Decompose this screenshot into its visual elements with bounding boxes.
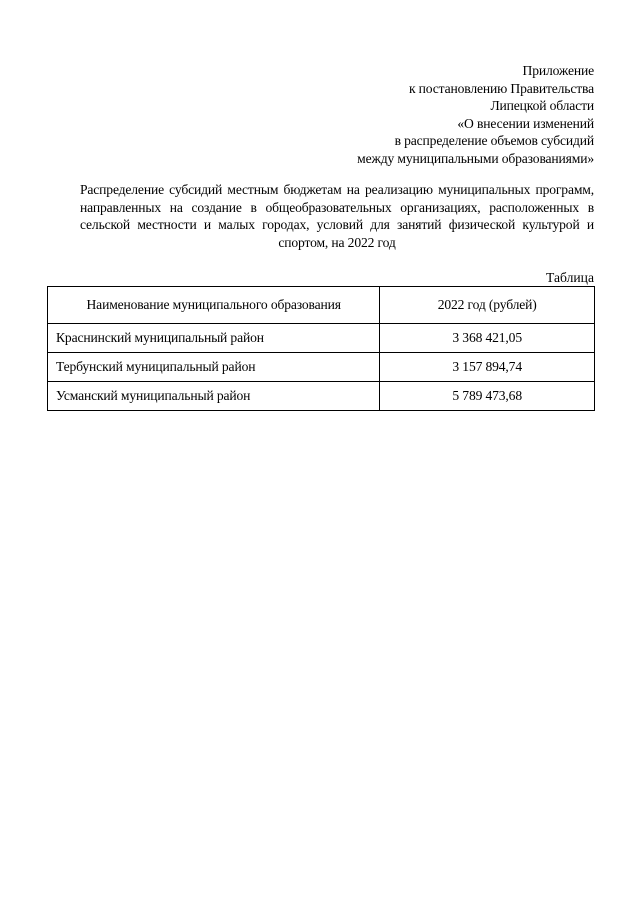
table-header-row	[48, 287, 595, 324]
cell-amount: 3 157 894,74	[380, 353, 595, 382]
appendix-header	[357, 62, 594, 168]
table-row	[48, 382, 595, 411]
cell-municipality-name: Тербунский муниципальный район	[48, 353, 380, 382]
cell-municipality-name: Усманский муниципальный район	[48, 382, 380, 411]
appendix-line: «О внесении изменений	[457, 115, 594, 131]
table-row	[48, 324, 595, 353]
column-header-amount: 2022 год (рублей)	[380, 287, 595, 324]
table-row	[48, 353, 595, 382]
cell-municipality-name: Краснинский муниципальный район	[48, 324, 380, 353]
table-caption: Таблица	[546, 270, 594, 285]
appendix-line: к постановлению Правительства	[408, 80, 594, 96]
cell-amount: 3 368 421,05	[380, 324, 595, 353]
document-title: Распределение субсидий местным бюджетам на реализацию муниципальных программ, направленных на создание в общеобразовательных организациях, расположенных в сельской местности и малых городах, условий для занятий физической культурой и спортом, на 2022 год	[80, 182, 594, 250]
subsidy-table	[47, 286, 595, 411]
appendix-line: Приложение	[522, 63, 594, 78]
appendix-line: между муниципальными образованиями»	[357, 150, 594, 166]
column-header-name: Наименование муниципального образования	[48, 287, 380, 324]
appendix-line: в распределение объемов субсидий	[394, 133, 594, 149]
appendix-line: Липецкой области	[490, 98, 594, 114]
cell-amount: 5 789 473,68	[380, 382, 595, 411]
